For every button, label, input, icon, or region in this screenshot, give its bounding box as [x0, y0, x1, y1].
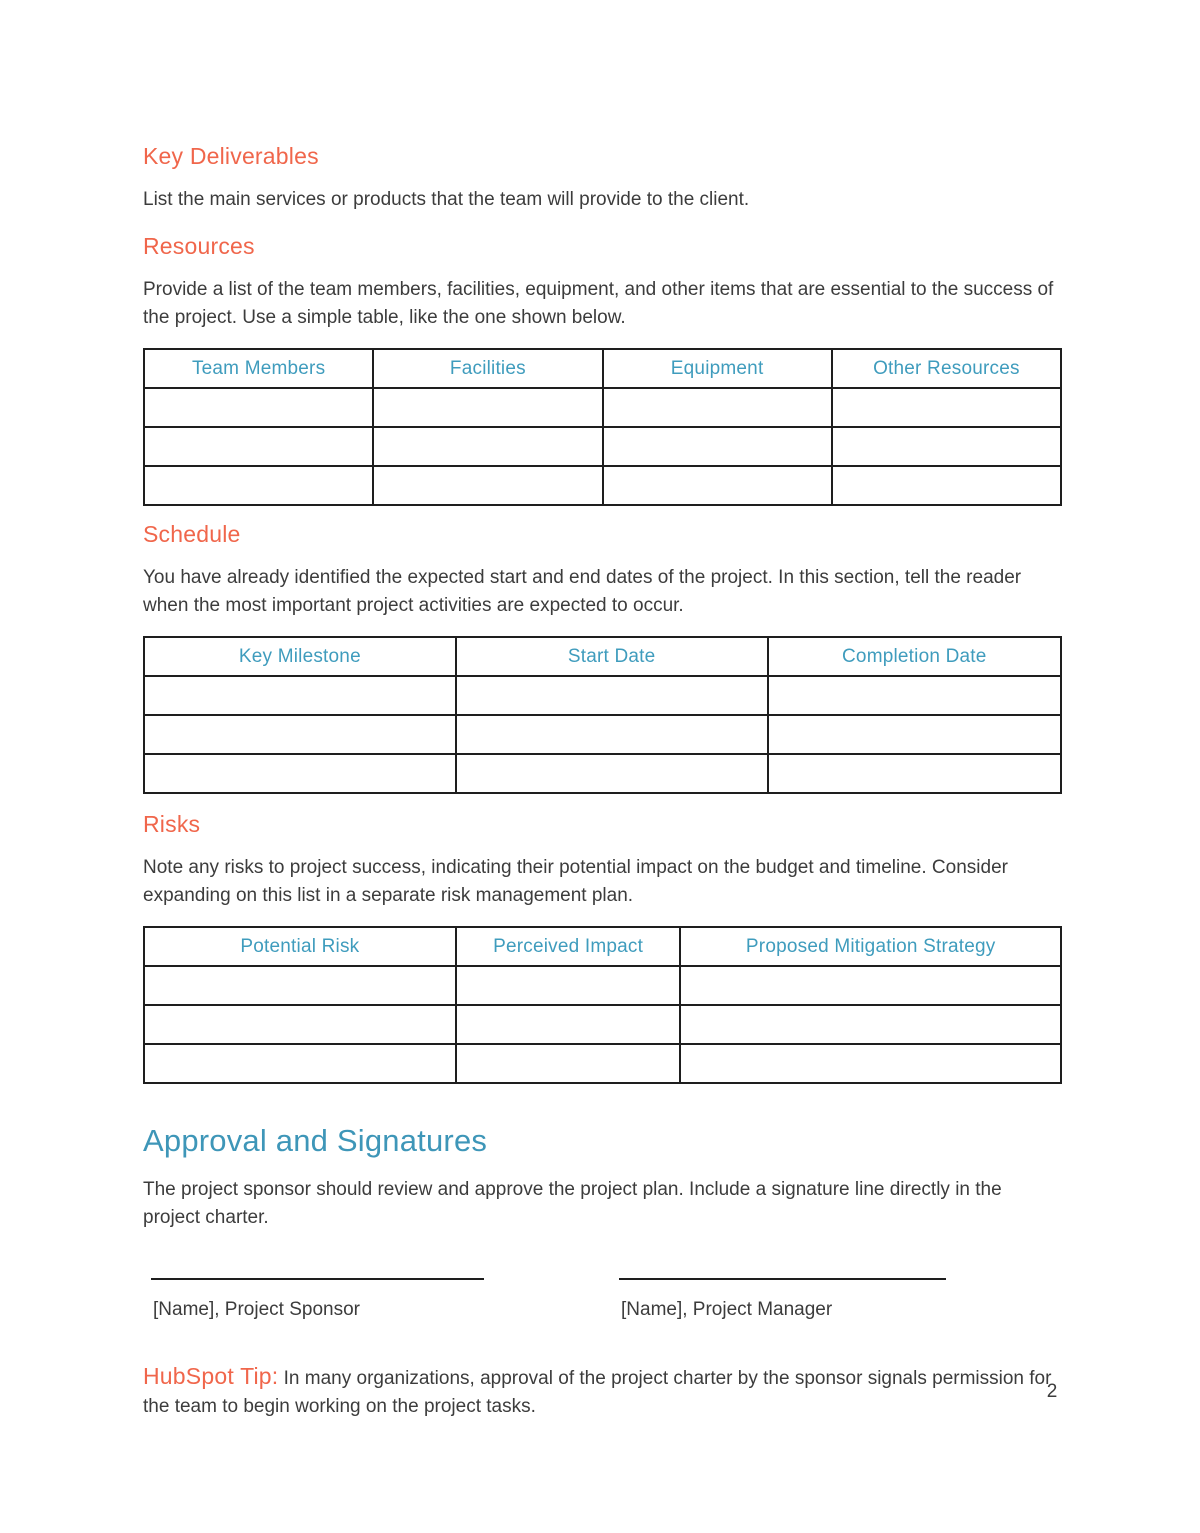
table-cell — [832, 427, 1061, 466]
table-cell — [144, 966, 456, 1005]
signature-label: [Name], Project Sponsor — [153, 1299, 360, 1320]
column-header: Team Members — [144, 349, 373, 388]
risks-table — [143, 926, 1062, 1084]
key-deliverables-body: List the main services or products that the team will provide to the client. — [143, 189, 750, 210]
column-header: Perceived Impact — [456, 927, 681, 966]
schedule-table-header-row — [144, 637, 1061, 676]
table-row — [144, 1005, 1061, 1044]
signature-line — [619, 1278, 946, 1280]
table-cell — [603, 466, 832, 505]
table-cell — [456, 1005, 681, 1044]
table-cell — [680, 1044, 1061, 1083]
heading-key-deliverables: Key Deliverables — [143, 143, 319, 169]
column-header: Completion Date — [768, 637, 1061, 676]
table-cell — [144, 1044, 456, 1083]
signature-line — [151, 1278, 484, 1280]
table-row — [144, 466, 1061, 505]
table-row — [144, 715, 1061, 754]
page-number: 2 — [1046, 1381, 1058, 1402]
table-cell — [603, 427, 832, 466]
table-row — [144, 966, 1061, 1005]
table-cell — [456, 1044, 681, 1083]
table-cell — [768, 754, 1061, 793]
page-content — [143, 140, 1062, 1421]
table-cell — [680, 966, 1061, 1005]
table-row — [144, 754, 1061, 793]
column-header: Start Date — [456, 637, 768, 676]
table-cell — [373, 388, 602, 427]
table-cell — [373, 427, 602, 466]
resources-table-header-row — [144, 349, 1061, 388]
table-cell — [832, 466, 1061, 505]
resources-table — [143, 348, 1062, 506]
approval-body: The project sponsor should review and approve the project plan. Include a signature line directly in the project charter. — [143, 1179, 1002, 1228]
column-header: Facilities — [373, 349, 602, 388]
table-cell — [144, 466, 373, 505]
table-cell — [603, 388, 832, 427]
column-header: Equipment — [603, 349, 832, 388]
schedule-body: You have already identified the expected start and end dates of the project. In this section, tell the reader when the most important project activities are expected to occur. — [143, 567, 1022, 616]
heading-approval-and-signatures: Approval and Signatures — [143, 1123, 488, 1158]
column-header: Proposed Mitigation Strategy — [680, 927, 1061, 966]
signature-label: [Name], Project Manager — [621, 1299, 833, 1320]
schedule-table — [143, 636, 1062, 794]
table-cell — [373, 466, 602, 505]
table-row — [144, 676, 1061, 715]
heading-resources: Resources — [143, 233, 255, 259]
signature-row — [143, 1278, 1062, 1324]
hubspot-tip-text: In many organizations, approval of the project charter by the sponsor signals permission for the team to begin working on the project tasks. — [143, 1368, 1052, 1417]
table-row — [144, 427, 1061, 466]
table-cell — [144, 676, 456, 715]
risks-table-header-row — [144, 927, 1061, 966]
hubspot-tip — [143, 1362, 1062, 1421]
column-header: Key Milestone — [144, 637, 456, 676]
table-cell — [144, 754, 456, 793]
column-header: Other Resources — [832, 349, 1061, 388]
table-cell — [832, 388, 1061, 427]
table-row — [144, 1044, 1061, 1083]
table-cell — [456, 754, 768, 793]
table-cell — [768, 676, 1061, 715]
table-cell — [768, 715, 1061, 754]
hubspot-tip-label: HubSpot Tip: — [143, 1363, 279, 1389]
signature-block-sponsor — [151, 1278, 484, 1324]
column-header: Potential Risk — [144, 927, 456, 966]
signature-block-manager — [619, 1278, 946, 1324]
table-cell — [144, 388, 373, 427]
heading-risks: Risks — [143, 811, 201, 837]
resources-body: Provide a list of the team members, facilities, equipment, and other items that are essential to the success of the project. Use a simple table, like the one shown below. — [143, 279, 1054, 328]
table-cell — [144, 1005, 456, 1044]
table-cell — [456, 966, 681, 1005]
table-cell — [680, 1005, 1061, 1044]
table-cell — [144, 715, 456, 754]
table-row — [144, 388, 1061, 427]
risks-body: Note any risks to project success, indicating their potential impact on the budget and timeline. Consider expanding on this list in a separate risk management plan. — [143, 857, 1008, 906]
table-cell — [456, 715, 768, 754]
table-cell — [144, 427, 373, 466]
heading-schedule: Schedule — [143, 521, 241, 547]
table-cell — [456, 676, 768, 715]
